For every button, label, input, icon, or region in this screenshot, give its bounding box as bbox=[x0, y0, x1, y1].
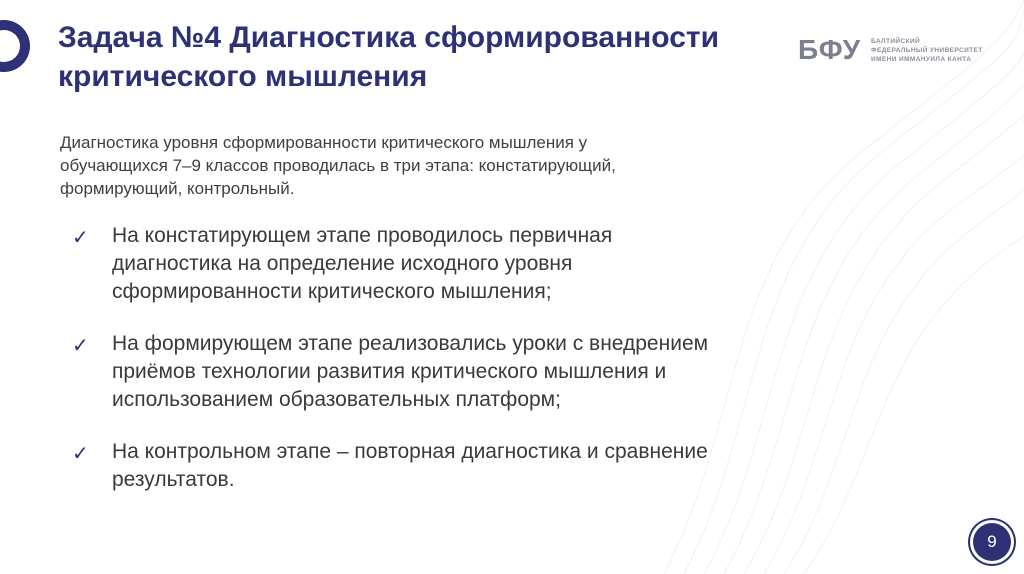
intro-line: формирующий, контрольный. bbox=[60, 179, 295, 198]
list-item-line: результатов. bbox=[112, 468, 235, 491]
list-item-line: приёмов технологии развития критического мышления и bbox=[112, 360, 667, 383]
logo-text bbox=[871, 37, 983, 64]
intro-line: обучающихся 7–9 классов проводилась в три этапа: констатирующий, bbox=[60, 156, 616, 175]
list-item-line: На констатирующем этапе проводилось первичная bbox=[112, 224, 613, 247]
title-line: Задача №4 Диагностика сформированности bbox=[58, 21, 720, 54]
corner-decoration bbox=[0, 20, 30, 72]
university-logo bbox=[798, 30, 983, 70]
logo-text-line: ИМЕНИ ИММАНУИЛА КАНТА bbox=[871, 55, 972, 63]
title-line: критического мышления bbox=[58, 60, 428, 93]
list-item bbox=[72, 222, 832, 306]
logo-text-line: БАЛТИЙСКИЙ bbox=[871, 37, 921, 45]
checkmark-icon: ✓ bbox=[72, 441, 89, 465]
logo-mark: БФУ bbox=[798, 34, 862, 65]
checkmark-icon: ✓ bbox=[72, 333, 89, 357]
list-item-line: На контрольном этапе – повторная диагностика и сравнение bbox=[112, 440, 708, 463]
list-item-line: диагностика на определение исходного уровня bbox=[112, 252, 573, 275]
list-item bbox=[72, 330, 832, 414]
list-item-line: На формирующем этапе реализовались уроки с внедрением bbox=[112, 332, 709, 355]
intro-line: Диагностика уровня сформированности критического мышления у bbox=[60, 133, 588, 152]
logo-text-line: ФЕДЕРАЛЬНЫЙ УНИВЕРСИТЕТ bbox=[871, 46, 983, 54]
checkmark-icon: ✓ bbox=[72, 225, 89, 249]
slide-title bbox=[58, 18, 758, 96]
page-number-badge bbox=[973, 523, 1011, 561]
stage-list bbox=[72, 222, 832, 518]
intro-paragraph bbox=[60, 131, 760, 200]
list-item bbox=[72, 438, 832, 494]
page-number: 9 bbox=[987, 532, 997, 551]
list-item-line: использованием образовательных платформ; bbox=[112, 388, 561, 411]
list-item-line: сформированности критического мышления; bbox=[112, 280, 552, 303]
